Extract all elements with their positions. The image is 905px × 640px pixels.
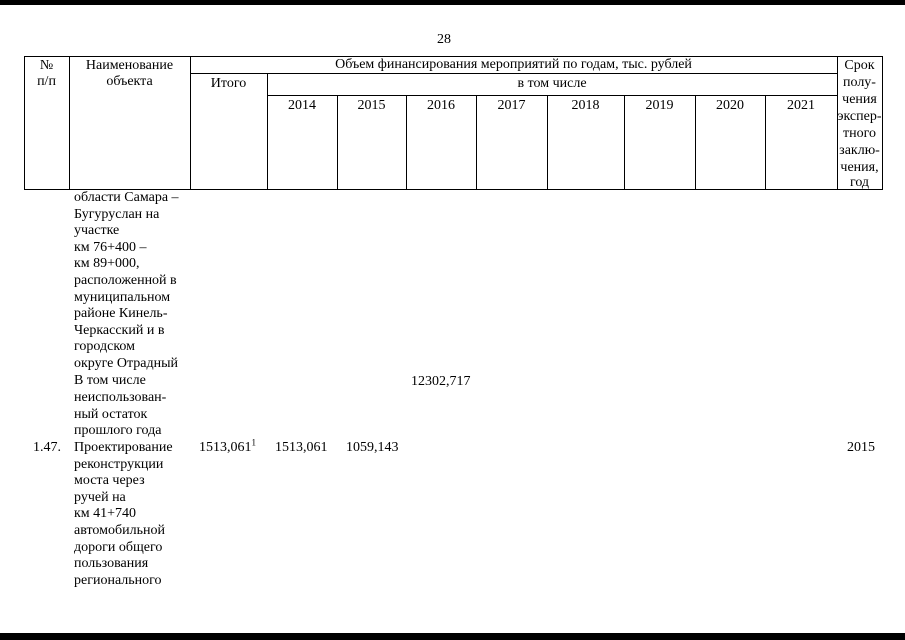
header-financing-title: Объем финансирования мероприятий по годам, тыс. рублей xyxy=(335,57,692,72)
total-footnote: 1 xyxy=(251,437,256,448)
name-line: км 89+000, xyxy=(74,256,140,272)
name-line: регионального xyxy=(74,572,162,588)
name-line: неиспользован- xyxy=(74,390,167,405)
header-deadline-line5: тного xyxy=(842,126,876,141)
header-year-2014: 2014 xyxy=(288,98,316,113)
header-year-2019: 2019 xyxy=(645,98,674,113)
header-num-line2: п/п xyxy=(37,74,56,89)
header-year-2021: 2021 xyxy=(787,98,815,113)
name-line: Черкасский и в xyxy=(74,322,165,338)
name-line: районе Кинель- xyxy=(74,306,168,322)
total-value xyxy=(199,437,256,457)
name-line: реконструкции xyxy=(74,456,164,472)
value-2014: 1513,061 xyxy=(275,440,328,455)
name-line: В том числе xyxy=(74,373,146,389)
name-line: моста через xyxy=(74,473,145,489)
name-line: городском xyxy=(74,339,136,355)
name-line: участке xyxy=(74,223,120,239)
header-year-2015: 2015 xyxy=(357,98,386,113)
top-border xyxy=(0,0,905,5)
header-name-line1: Наименование xyxy=(85,58,174,73)
header-deadline-line8: год xyxy=(849,175,870,190)
header-year-2017: 2017 xyxy=(497,98,526,113)
name-line: пользования xyxy=(74,556,149,572)
total-number: 1513,061 xyxy=(199,440,252,455)
name-line: ный остаток xyxy=(74,406,148,422)
name-line: муниципальном xyxy=(74,289,171,305)
header-year-2016: 2016 xyxy=(427,98,455,113)
header-deadline-line7: чения, xyxy=(840,160,879,175)
name-line: дороги общего xyxy=(74,539,163,555)
page-number: 28 xyxy=(437,32,451,47)
row-number: 1.47. xyxy=(33,440,61,455)
header-name-line2: объекта xyxy=(106,74,153,89)
header-num-line1: № xyxy=(39,58,54,73)
name-line: прошлого года xyxy=(74,423,162,439)
bottom-border xyxy=(0,633,905,640)
value-2016: 12302,717 xyxy=(411,374,471,389)
header-year-2020: 2020 xyxy=(716,98,744,113)
name-line: округе Отрадный xyxy=(74,356,179,371)
header-deadline-line1: Срок xyxy=(844,58,875,73)
header-deadline-line2: полу- xyxy=(843,75,876,90)
header-deadline-line6: заклю- xyxy=(839,143,880,158)
deadline-value: 2015 xyxy=(847,440,875,455)
name-line: Бугуруслан на xyxy=(74,206,160,222)
header-total: Итого xyxy=(210,76,247,91)
header-deadline-line3: чения xyxy=(842,92,877,107)
header-including: в том числе xyxy=(517,76,587,91)
value-2015: 1059,143 xyxy=(346,440,399,455)
header-deadline-line4: экспер- xyxy=(837,109,882,124)
name-line: Проектирование xyxy=(74,440,173,455)
header-year-2018: 2018 xyxy=(571,98,600,113)
name-line: автомобильной xyxy=(74,523,165,538)
name-line: расположенной в xyxy=(74,273,177,288)
name-line: области Самара – xyxy=(74,190,179,205)
name-line: км 76+400 – xyxy=(74,239,147,255)
name-line: ручей на xyxy=(74,489,126,505)
name-line: км 41+740 xyxy=(74,506,137,522)
